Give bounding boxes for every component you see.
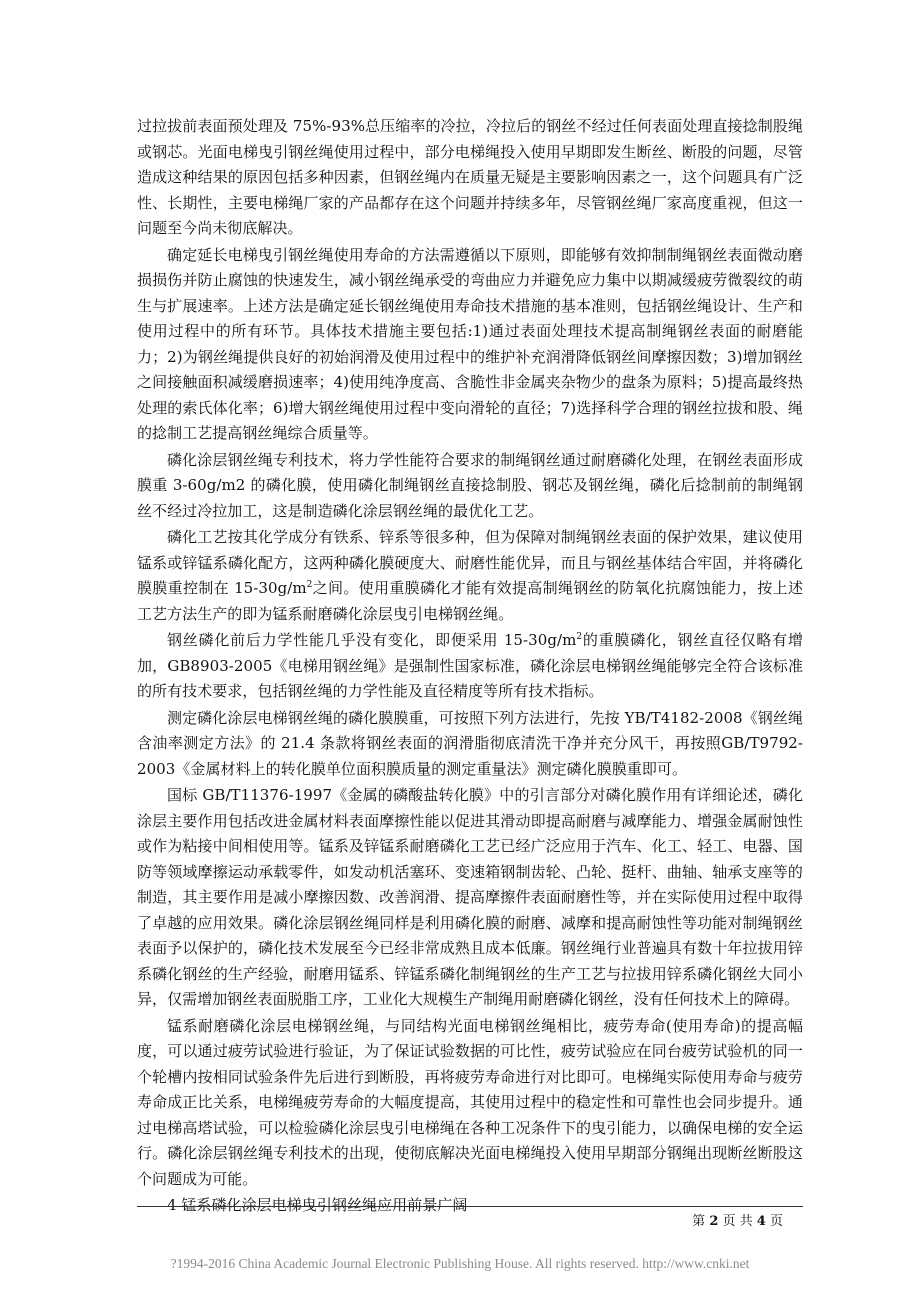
superscript-2: 2 bbox=[306, 580, 313, 590]
paragraph-4-text-b: 之间。使用重膜磷化才能有效提高制绳钢丝的防氧化抗腐蚀能力，按上述工艺方法生产的即为锰系耐磨磷化涂层曳引电梯钢丝绳。 bbox=[137, 579, 803, 623]
pager-total: 4 bbox=[756, 1214, 766, 1229]
paragraph-2: 确定延长电梯曳引钢丝绳使用寿命的方法需遵循以下原则，即能够有效抑制制绳钢丝表面微动磨损损伤并防止腐蚀的快速发生，减小钢丝绳承受的弯曲应力并避免应力集中以期减缓疲劳微裂纹的萌生与扩展速率。上述方法是确定延长钢丝绳使用寿命技术措施的基本准则，包括钢丝绳设计、生产和使用过程中的所有环节。具体技术措施主要包括:1)通过表面处理技术提高制绳钢丝表面的耐磨能力；2)为钢丝绳提供良好的初始润滑及使用过程中的维护补充润滑降低钢丝间摩擦因数；3)增加钢丝之间接触面积减缓磨损速率；4)使用纯净度高、含脆性非金属夹杂物少的盘条为原料；5)提高最终热处理的索氏体化率；6)增大钢丝绳使用过程中变向滑轮的直径；7)选择科学合理的钢丝拉拔和股、绳的捻制工艺提高钢丝绳综合质量等。 bbox=[137, 245, 803, 442]
paragraph-1: 过拉拔前表面预处理及 75%-93%总压缩率的冷拉，冷拉后的钢丝不经过任何表面处理直接捻制股绳或钢芯。光面电梯曳引钢丝绳使用过程中，部分电梯绳投入使用早期即发生断丝、断股的问题，尽管造成这种结果的原因包括多种因素，但钢丝绳内在质量无疑是主要影响因素之一，这个问题具有广泛性、长期性，主要电梯绳厂家的产品都存在这个问题并持续多年，尽管钢丝绳厂家高度重视，但这一问题至今尚未彻底解决。 bbox=[137, 117, 803, 237]
paragraph-3: 磷化涂层钢丝绳专利技术，将力学性能符合要求的制绳钢丝通过耐磨磷化处理，在钢丝表面形成膜重 3-60g/m2 的磷化膜，使用磷化制绳钢丝直接捻制股、钢芯及钢丝绳，磷化后捻制前的制绳钢丝不经过冷拉加工，这是制造磷化涂层钢丝绳的最优化工艺。 bbox=[137, 450, 803, 520]
footer-divider bbox=[137, 1206, 803, 1207]
paragraph-4-text-a: 磷化工艺按其化学成分有铁系、锌系等很多种，但为保障对制绳钢丝表面的保护效果，建议使用锰系或锌锰系磷化配方，这两种磷化膜硬度大、耐磨性能优异，而且与钢丝基体结合牢固，并将磷化膜膜重控制在 15-30g/m bbox=[137, 528, 803, 597]
paragraph-7: 国标 GB/T11376-1997《金属的磷酸盐转化膜》中的引言部分对磷化膜作用有详细论述，磷化涂层主要作用包括改进金属材料表面摩擦性能以促进其滑动即提高耐磨与减摩能力、增强金属耐蚀性或作为粘接中间相使用等。锰系及锌锰系耐磨磷化工艺已经广泛应用于汽车、化工、轻工、电器、国防等领域摩擦运动承载零件，如发动机活塞环、变速箱钢制齿轮、凸轮、挺杆、曲轴、轴承支座等的制造，其主要作用是减小摩擦因数、改善润滑、提高摩擦件表面耐磨性等，并在实际使用过程中取得了卓越的应用效果。磷化涂层钢丝绳同样是利用磷化膜的耐磨、减摩和提高耐蚀性等功能对制绳钢丝表面予以保护的，磷化技术发展至今已经非常成熟且成本低廉。钢丝绳行业普遍具有数十年拉拔用锌系磷化钢丝的生产经验，耐磨用锰系、锌锰系磷化制绳钢丝的生产工艺与拉拔用锌系磷化钢丝大同小异，仅需增加钢丝表面脱脂工序，工业化大规模生产制绳用耐磨磷化钢丝，没有任何技术上的障碍。 bbox=[137, 786, 803, 1008]
paragraph-5 bbox=[137, 628, 803, 705]
paragraph-6: 测定磷化涂层电梯钢丝绳的磷化膜膜重，可按照下列方法进行，先按 YB/T4182-2008《钢丝绳含油率测定方法》的 21.4 条款将钢丝表面的润滑脂彻底清洗干净并充分风干，再按照GB/T9792-2003《金属材料上的转化膜单位面积膜质量的测定重量法》测定磷化膜膜重即可。 bbox=[137, 708, 803, 778]
paragraph-8: 锰系耐磨磷化涂层电梯钢丝绳，与同结构光面电梯钢丝绳相比，疲劳寿命(使用寿命)的提高幅度，可以通过疲劳试验进行验证，为了保证试验数据的可比性，疲劳试验应在同台疲劳试验机的同一个轮槽内按相同试验条件先后进行到断股，再将疲劳寿命进行对比即可。电梯绳实际使用寿命与疲劳寿命成正比关系，电梯绳疲劳寿命的大幅度提高，其使用过程中的稳定性和可靠性也会同步提升。通过电梯高塔试验，可以检验磷化涂层曳引电梯绳在各种工况条件下的曳引能力，以确保电梯的安全运行。磷化涂层钢丝绳专利技术的出现，使彻底解决光面电梯绳投入使用早期部分钢绳出现断丝断股这个问题成为可能。 bbox=[137, 1016, 803, 1188]
pager-prefix: 第 bbox=[692, 1214, 706, 1229]
pager-middle: 页 共 bbox=[722, 1214, 753, 1229]
page-number bbox=[692, 1210, 783, 1229]
section-heading: 4 锰系磷化涂层电梯曳引钢丝绳应用前景广阔 bbox=[167, 1196, 468, 1214]
paragraph-5-text-a: 钢丝磷化前后力学性能几乎没有变化，即便采用 15-30g/m bbox=[167, 631, 577, 649]
pager-suffix: 页 bbox=[769, 1214, 783, 1229]
paragraph-4 bbox=[137, 525, 803, 627]
article-body bbox=[137, 114, 803, 1220]
pager-current: 2 bbox=[709, 1214, 719, 1229]
copyright-footer: ?1994-2016 China Academic Journal Electronic Publishing House. All rights reserved. http://www.cnki.net bbox=[170, 1256, 750, 1271]
paragraph-5-text-b: 的重膜磷化，钢丝直径仅略有增加，GB8903-2005《电梯用钢丝绳》是强制性国家标准，磷化涂层电梯钢丝绳能够完全符合该标准的所有技术要求，包括钢丝绳的力学性能及直径精度等所有技术指标。 bbox=[137, 631, 803, 700]
superscript-2: 2 bbox=[576, 632, 583, 642]
